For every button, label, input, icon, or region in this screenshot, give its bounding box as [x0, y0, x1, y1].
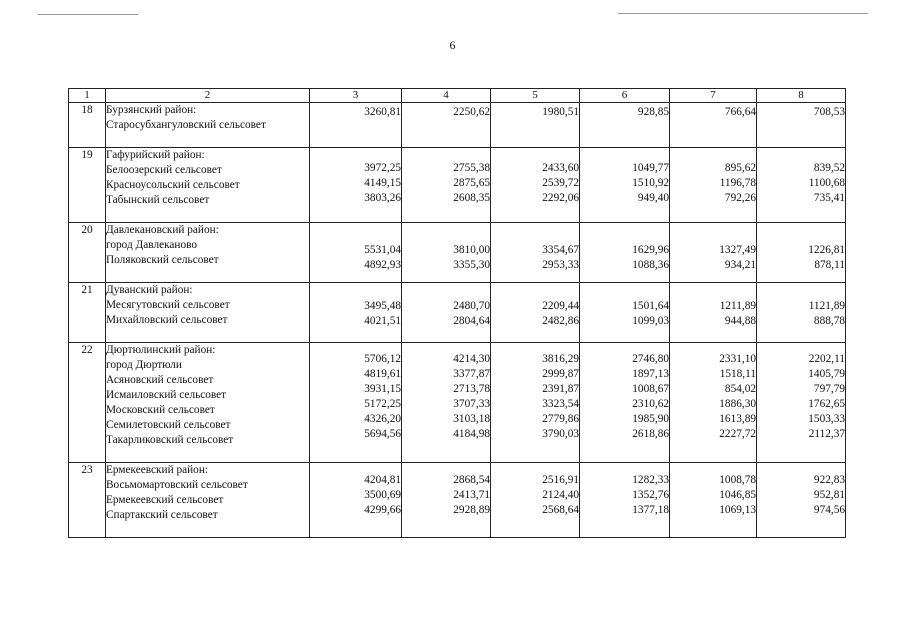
row-number: 23: [69, 463, 106, 538]
settlement-name: Белоозерский сельсовет: [106, 164, 222, 176]
table-row: [69, 223, 846, 283]
value: 2310,62: [632, 398, 669, 410]
value: 888,78: [813, 315, 845, 327]
district-name: Ермекеевский район:: [106, 464, 209, 476]
value: 3500,69: [364, 489, 401, 501]
value-cell: [491, 223, 580, 283]
column-number-row: [69, 89, 846, 103]
settlement-name: Старосубхангуловский сельсовет: [106, 119, 266, 131]
value: 1100,68: [808, 177, 845, 189]
value-cell: [580, 283, 670, 343]
value: 5531,04: [364, 244, 401, 256]
settlement-name: Михайловский сельсовет: [106, 314, 228, 326]
value: 2713,78: [453, 383, 490, 395]
value-cell: [402, 463, 491, 538]
value: 1282,33: [632, 474, 669, 486]
table-row: [69, 463, 846, 538]
column-header: 5: [491, 89, 580, 103]
value-cell: [757, 148, 846, 223]
value: 792,26: [724, 192, 756, 204]
value: 2875,65: [453, 177, 490, 189]
column-header: 3: [310, 89, 402, 103]
value: 1762,65: [808, 398, 845, 410]
value: 1352,76: [632, 489, 669, 501]
value-cell: [580, 148, 670, 223]
value: 4021,51: [364, 315, 401, 327]
value: 5706,12: [364, 353, 401, 365]
value-cell: [670, 283, 757, 343]
value: 1980,51: [542, 106, 579, 118]
value: 2779,86: [542, 413, 579, 425]
value: 5694,56: [364, 428, 401, 440]
settlement-name: Восьмомартовский сельсовет: [106, 479, 248, 491]
value: 3803,26: [364, 192, 401, 204]
value: 1099,03: [632, 315, 669, 327]
group-spacer: [106, 448, 309, 462]
value-cell: [670, 148, 757, 223]
value: 4326,20: [364, 413, 401, 425]
value-cell: [310, 103, 402, 148]
value-cell: [580, 343, 670, 463]
value: 2953,33: [542, 259, 579, 271]
value: 1046,85: [719, 489, 756, 501]
value: 3323,54: [542, 398, 579, 410]
value: 4204,81: [364, 474, 401, 486]
value: 1897,13: [632, 368, 669, 380]
value: 1629,96: [632, 244, 669, 256]
table-row: [69, 283, 846, 343]
value: 3810,00: [453, 244, 490, 256]
column-header: 2: [106, 89, 310, 103]
value: 4184,98: [453, 428, 490, 440]
value: 3816,29: [542, 353, 579, 365]
value: 1613,89: [719, 413, 756, 425]
value: 1510,92: [632, 177, 669, 189]
value-cell: [757, 103, 846, 148]
value-cell: [491, 148, 580, 223]
value-cell: [402, 148, 491, 223]
value-cell: [491, 103, 580, 148]
value: 2618,86: [632, 428, 669, 440]
settlement-name: Красноусольский сельсовет: [106, 179, 240, 191]
value: 4149,15: [364, 177, 401, 189]
value-cell: [670, 463, 757, 538]
settlement-name: Такарликовский сельсовет: [106, 434, 234, 446]
value: 2868,54: [453, 474, 490, 486]
district-name: Дуванский район:: [106, 284, 193, 296]
value: 2539,72: [542, 177, 579, 189]
value: 2433,60: [542, 162, 579, 174]
value-cell: [491, 283, 580, 343]
value: 2746,80: [632, 353, 669, 365]
value: 1088,36: [632, 259, 669, 271]
value: 895,62: [724, 162, 756, 174]
row-number: 21: [69, 283, 106, 343]
value: 1069,13: [719, 504, 756, 516]
district-name: Бурзянский район:: [106, 104, 197, 116]
value-cell: [310, 283, 402, 343]
value: 3354,67: [542, 244, 579, 256]
value: 878,11: [814, 259, 845, 271]
value-cell: [402, 343, 491, 463]
settlement-name: город Дюртюли: [106, 359, 182, 371]
settlement-name: Ермекеевский сельсовет: [106, 494, 224, 506]
value-cell: [402, 103, 491, 148]
table-row: [69, 343, 846, 463]
value: 797,79: [813, 383, 845, 395]
value: 1226,81: [808, 244, 845, 256]
value: 928,85: [637, 106, 669, 118]
value: 2331,10: [719, 353, 756, 365]
value-cell: [580, 223, 670, 283]
group-spacer: [106, 133, 309, 147]
value: 1503,33: [808, 413, 845, 425]
settlement-name: Поляковский сельсовет: [106, 254, 219, 266]
value-cell: [580, 103, 670, 148]
value: 5172,25: [364, 398, 401, 410]
row-number: 20: [69, 223, 106, 283]
value: 2209,44: [542, 300, 579, 312]
value: 1196,78: [719, 177, 756, 189]
settlement-name: город Давлеканово: [106, 239, 198, 251]
value: 3790,03: [542, 428, 579, 440]
value: 974,56: [813, 504, 845, 516]
settlement-name: Месягутовский сельсовет: [106, 299, 230, 311]
settlement-name: Московский сельсовет: [106, 404, 215, 416]
value: 922,83: [813, 474, 845, 486]
district-name: Дюртюлинский район:: [106, 344, 216, 356]
value-cell: [310, 463, 402, 538]
value-cell: [310, 343, 402, 463]
value: 2804,64: [453, 315, 490, 327]
value: 2227,72: [719, 428, 756, 440]
value: 1008,67: [632, 383, 669, 395]
value: 1405,79: [808, 368, 845, 380]
value-cell: [580, 463, 670, 538]
value: 1377,18: [632, 504, 669, 516]
value: 2112,37: [808, 428, 845, 440]
value: 2413,71: [453, 489, 490, 501]
value: 1518,11: [719, 368, 756, 380]
value: 3972,25: [364, 162, 401, 174]
value: 1211,89: [719, 300, 756, 312]
value-cell: [310, 148, 402, 223]
value: 3707,33: [453, 398, 490, 410]
value: 3495,48: [364, 300, 401, 312]
value: 2608,35: [453, 192, 490, 204]
value: 1985,90: [632, 413, 669, 425]
value-cell: [670, 223, 757, 283]
value-cell: [491, 343, 580, 463]
value: 949,40: [637, 192, 669, 204]
value: 2568,64: [542, 504, 579, 516]
value: 2999,87: [542, 368, 579, 380]
value: 4819,61: [364, 368, 401, 380]
district-cell: [106, 148, 310, 223]
value: 3103,18: [453, 413, 490, 425]
column-header: 1: [69, 89, 106, 103]
value-cell: [670, 343, 757, 463]
value-cell: [670, 103, 757, 148]
value: 1049,77: [632, 162, 669, 174]
value: 4892,93: [364, 259, 401, 271]
value: 1886,30: [719, 398, 756, 410]
value: 1501,64: [632, 300, 669, 312]
value-cell: [310, 223, 402, 283]
district-cell: [106, 103, 310, 148]
column-header: 8: [757, 89, 846, 103]
table-body: [69, 103, 846, 538]
value: 4214,30: [453, 353, 490, 365]
value-cell: [757, 463, 846, 538]
settlement-name: Спартакский сельсовет: [106, 509, 218, 521]
value: 708,53: [813, 106, 845, 118]
value: 2391,87: [542, 383, 579, 395]
value: 2755,38: [453, 162, 490, 174]
value-cell: [402, 283, 491, 343]
value: 944,88: [724, 315, 756, 327]
value: 735,41: [813, 192, 845, 204]
value: 934,21: [724, 259, 756, 271]
district-name: Гафурийский район:: [106, 149, 205, 161]
scan-artifact-left: [38, 14, 138, 15]
scan-artifact-right: [618, 13, 868, 14]
value: 839,52: [813, 162, 845, 174]
value: 1008,78: [719, 474, 756, 486]
value: 3931,15: [364, 383, 401, 395]
value-cell: [491, 463, 580, 538]
district-name: Давлекановский район:: [106, 224, 219, 236]
group-spacer: [106, 268, 309, 282]
value: 2516,91: [542, 474, 579, 486]
group-spacer: [106, 328, 309, 342]
table-row: [69, 103, 846, 148]
district-cell: [106, 343, 310, 463]
row-number: 22: [69, 343, 106, 463]
value: 766,64: [724, 106, 756, 118]
value: 2482,86: [542, 315, 579, 327]
value: 2124,40: [542, 489, 579, 501]
group-spacer: [106, 208, 309, 222]
value: 2250,62: [453, 106, 490, 118]
value: 952,81: [813, 489, 845, 501]
value: 2292,06: [542, 192, 579, 204]
group-spacer: [106, 523, 309, 537]
district-cell: [106, 463, 310, 538]
value: 1327,49: [719, 244, 756, 256]
value: 3260,81: [364, 106, 401, 118]
value: 2928,89: [453, 504, 490, 516]
column-header: 7: [670, 89, 757, 103]
value: 2480,70: [453, 300, 490, 312]
page-number: 6: [449, 38, 456, 52]
settlement-name: Исмаиловский сельсовет: [106, 389, 227, 401]
value: 1121,89: [808, 300, 845, 312]
value: 3377,87: [453, 368, 490, 380]
row-number: 18: [69, 103, 106, 148]
value-cell: [757, 343, 846, 463]
value: 2202,11: [808, 353, 845, 365]
column-header: 4: [402, 89, 491, 103]
table-row: [69, 148, 846, 223]
column-header: 6: [580, 89, 670, 103]
row-number: 19: [69, 148, 106, 223]
data-table: [68, 88, 846, 538]
value-cell: [757, 223, 846, 283]
value: 4299,66: [364, 504, 401, 516]
value-cell: [757, 283, 846, 343]
district-cell: [106, 223, 310, 283]
value: 3355,30: [453, 259, 490, 271]
district-cell: [106, 283, 310, 343]
settlement-name: Семилетовский сельсовет: [106, 419, 231, 431]
value-cell: [402, 223, 491, 283]
settlement-name: Табынский сельсовет: [106, 194, 210, 206]
settlement-name: Асяновский сельсовет: [106, 374, 214, 386]
value: 854,02: [724, 383, 756, 395]
